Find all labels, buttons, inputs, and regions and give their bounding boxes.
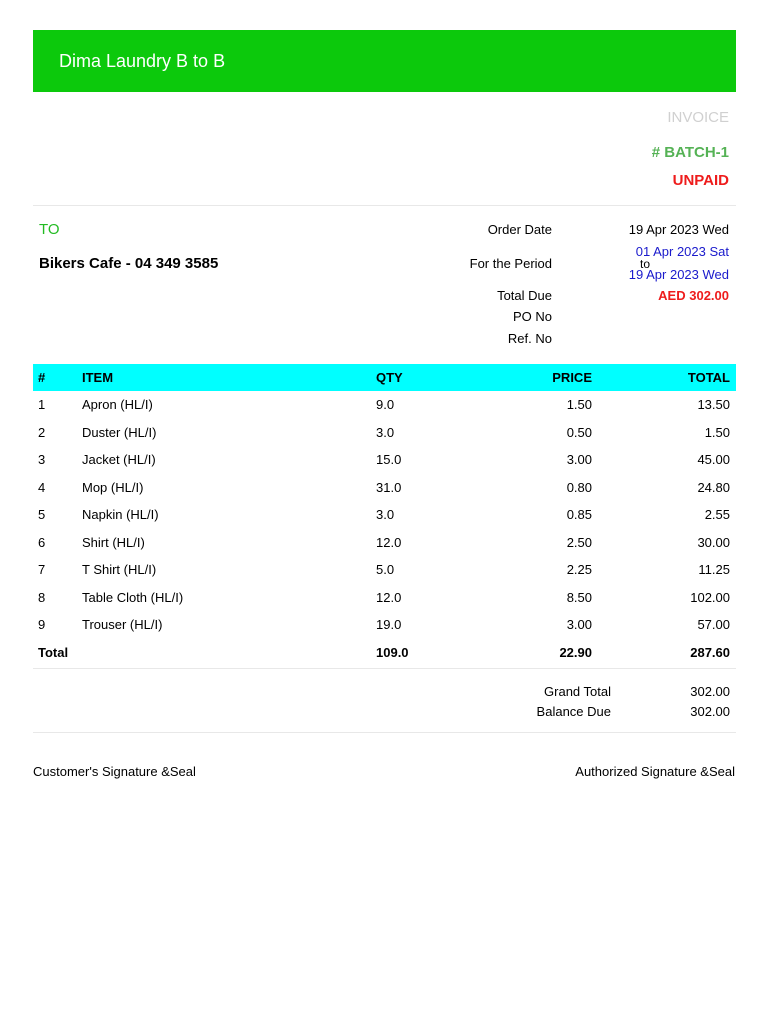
total-due-label: Total Due xyxy=(497,288,552,303)
row-price: 0.85 xyxy=(566,507,592,523)
table-row xyxy=(33,501,736,529)
row-qty: 15.0 xyxy=(376,452,402,468)
row-total: 13.50 xyxy=(697,397,730,413)
period-to-word: to xyxy=(640,257,651,271)
row-total: 2.55 xyxy=(704,507,730,523)
row-qty: 31.0 xyxy=(376,479,402,495)
row-price: 0.80 xyxy=(566,479,592,495)
row-price: 8.50 xyxy=(566,589,592,605)
header-item: ITEM xyxy=(82,364,376,391)
invoice-label: INVOICE xyxy=(667,109,729,126)
table-row xyxy=(33,556,736,584)
totals-label: Total xyxy=(38,644,69,660)
row-price: 3.00 xyxy=(566,452,592,468)
balance-due-label: Balance Due xyxy=(536,704,611,719)
row-num: 8 xyxy=(38,589,46,605)
balance-due-value: 302.00 xyxy=(690,704,730,719)
table-row xyxy=(33,474,736,502)
row-item: Apron (HL/I) xyxy=(82,397,153,413)
row-item: Jacket (HL/I) xyxy=(82,452,156,468)
row-num: 7 xyxy=(38,562,46,578)
row-price: 3.00 xyxy=(566,617,592,633)
row-num: 6 xyxy=(38,534,46,550)
order-date-label: Order Date xyxy=(487,222,552,237)
row-item: Trouser (HL/I) xyxy=(82,617,163,633)
row-qty: 19.0 xyxy=(376,617,402,633)
header-price: PRICE xyxy=(490,364,592,391)
table-row xyxy=(33,611,736,639)
ref-number-label: Ref. No xyxy=(507,331,552,346)
row-price: 0.50 xyxy=(566,424,592,440)
row-qty: 3.0 xyxy=(376,507,395,523)
row-num: 9 xyxy=(38,617,46,633)
table-row xyxy=(33,584,736,612)
totals-total: 287.60 xyxy=(690,644,730,660)
invoice-status: UNPAID xyxy=(672,172,729,189)
table-row xyxy=(33,529,736,557)
client-name: Bikers Cafe - 04 349 3585 xyxy=(39,255,219,272)
table-row xyxy=(33,419,736,447)
row-qty: 12.0 xyxy=(376,534,402,550)
totals-price: 22.90 xyxy=(559,644,592,660)
header-total: TOTAL xyxy=(592,364,736,391)
grand-total-value: 302.00 xyxy=(690,684,730,699)
order-date-value: 19 Apr 2023 Wed xyxy=(628,222,729,237)
divider xyxy=(33,205,736,206)
totals-row xyxy=(33,639,736,667)
row-item: Shirt (HL/I) xyxy=(82,534,145,550)
row-total: 45.00 xyxy=(697,452,730,468)
divider xyxy=(33,668,736,669)
row-qty: 9.0 xyxy=(376,397,395,413)
row-total: 57.00 xyxy=(697,617,730,633)
row-num: 4 xyxy=(38,479,46,495)
period-to: 19 Apr 2023 Wed xyxy=(628,267,729,282)
invoice-number: # BATCH-1 xyxy=(651,144,729,161)
items-table xyxy=(33,364,736,666)
customer-signature-label: Customer's Signature &Seal xyxy=(33,764,196,779)
row-item: Mop (HL/I) xyxy=(82,479,144,495)
row-price: 2.25 xyxy=(566,562,592,578)
row-num: 3 xyxy=(38,452,46,468)
divider xyxy=(33,732,736,733)
bill-to-label: TO xyxy=(39,221,60,238)
row-num: 2 xyxy=(38,424,46,440)
header-num: # xyxy=(33,364,82,391)
row-item: Napkin (HL/I) xyxy=(82,507,159,523)
row-total: 102.00 xyxy=(690,589,730,605)
row-total: 11.25 xyxy=(698,562,730,578)
po-number-label: PO No xyxy=(512,309,552,324)
row-price: 1.50 xyxy=(566,397,592,413)
row-item: T Shirt (HL/I) xyxy=(82,562,157,578)
row-qty: 12.0 xyxy=(376,589,402,605)
row-total: 1.50 xyxy=(704,424,730,440)
total-due-value: AED 302.00 xyxy=(658,288,729,303)
table-header-row xyxy=(33,364,736,391)
table-row xyxy=(33,446,736,474)
header-qty: QTY xyxy=(376,364,490,391)
row-num: 1 xyxy=(38,397,46,413)
totals-qty: 109.0 xyxy=(376,644,409,660)
grand-total-label: Grand Total xyxy=(544,684,611,699)
row-qty: 3.0 xyxy=(376,424,395,440)
row-price: 2.50 xyxy=(566,534,592,550)
row-item: Table Cloth (HL/I) xyxy=(82,589,184,605)
row-total: 30.00 xyxy=(697,534,730,550)
row-qty: 5.0 xyxy=(376,562,395,578)
row-item: Duster (HL/I) xyxy=(82,424,157,440)
company-banner xyxy=(33,30,736,92)
row-num: 5 xyxy=(38,507,46,523)
authorized-signature-label: Authorized Signature &Seal xyxy=(575,764,735,779)
table-row xyxy=(33,391,736,419)
period-from: 01 Apr 2023 Sat xyxy=(635,244,729,259)
company-name: Dima Laundry B to B xyxy=(59,50,226,71)
period-label: For the Period xyxy=(469,256,552,271)
row-total: 24.80 xyxy=(697,479,730,495)
